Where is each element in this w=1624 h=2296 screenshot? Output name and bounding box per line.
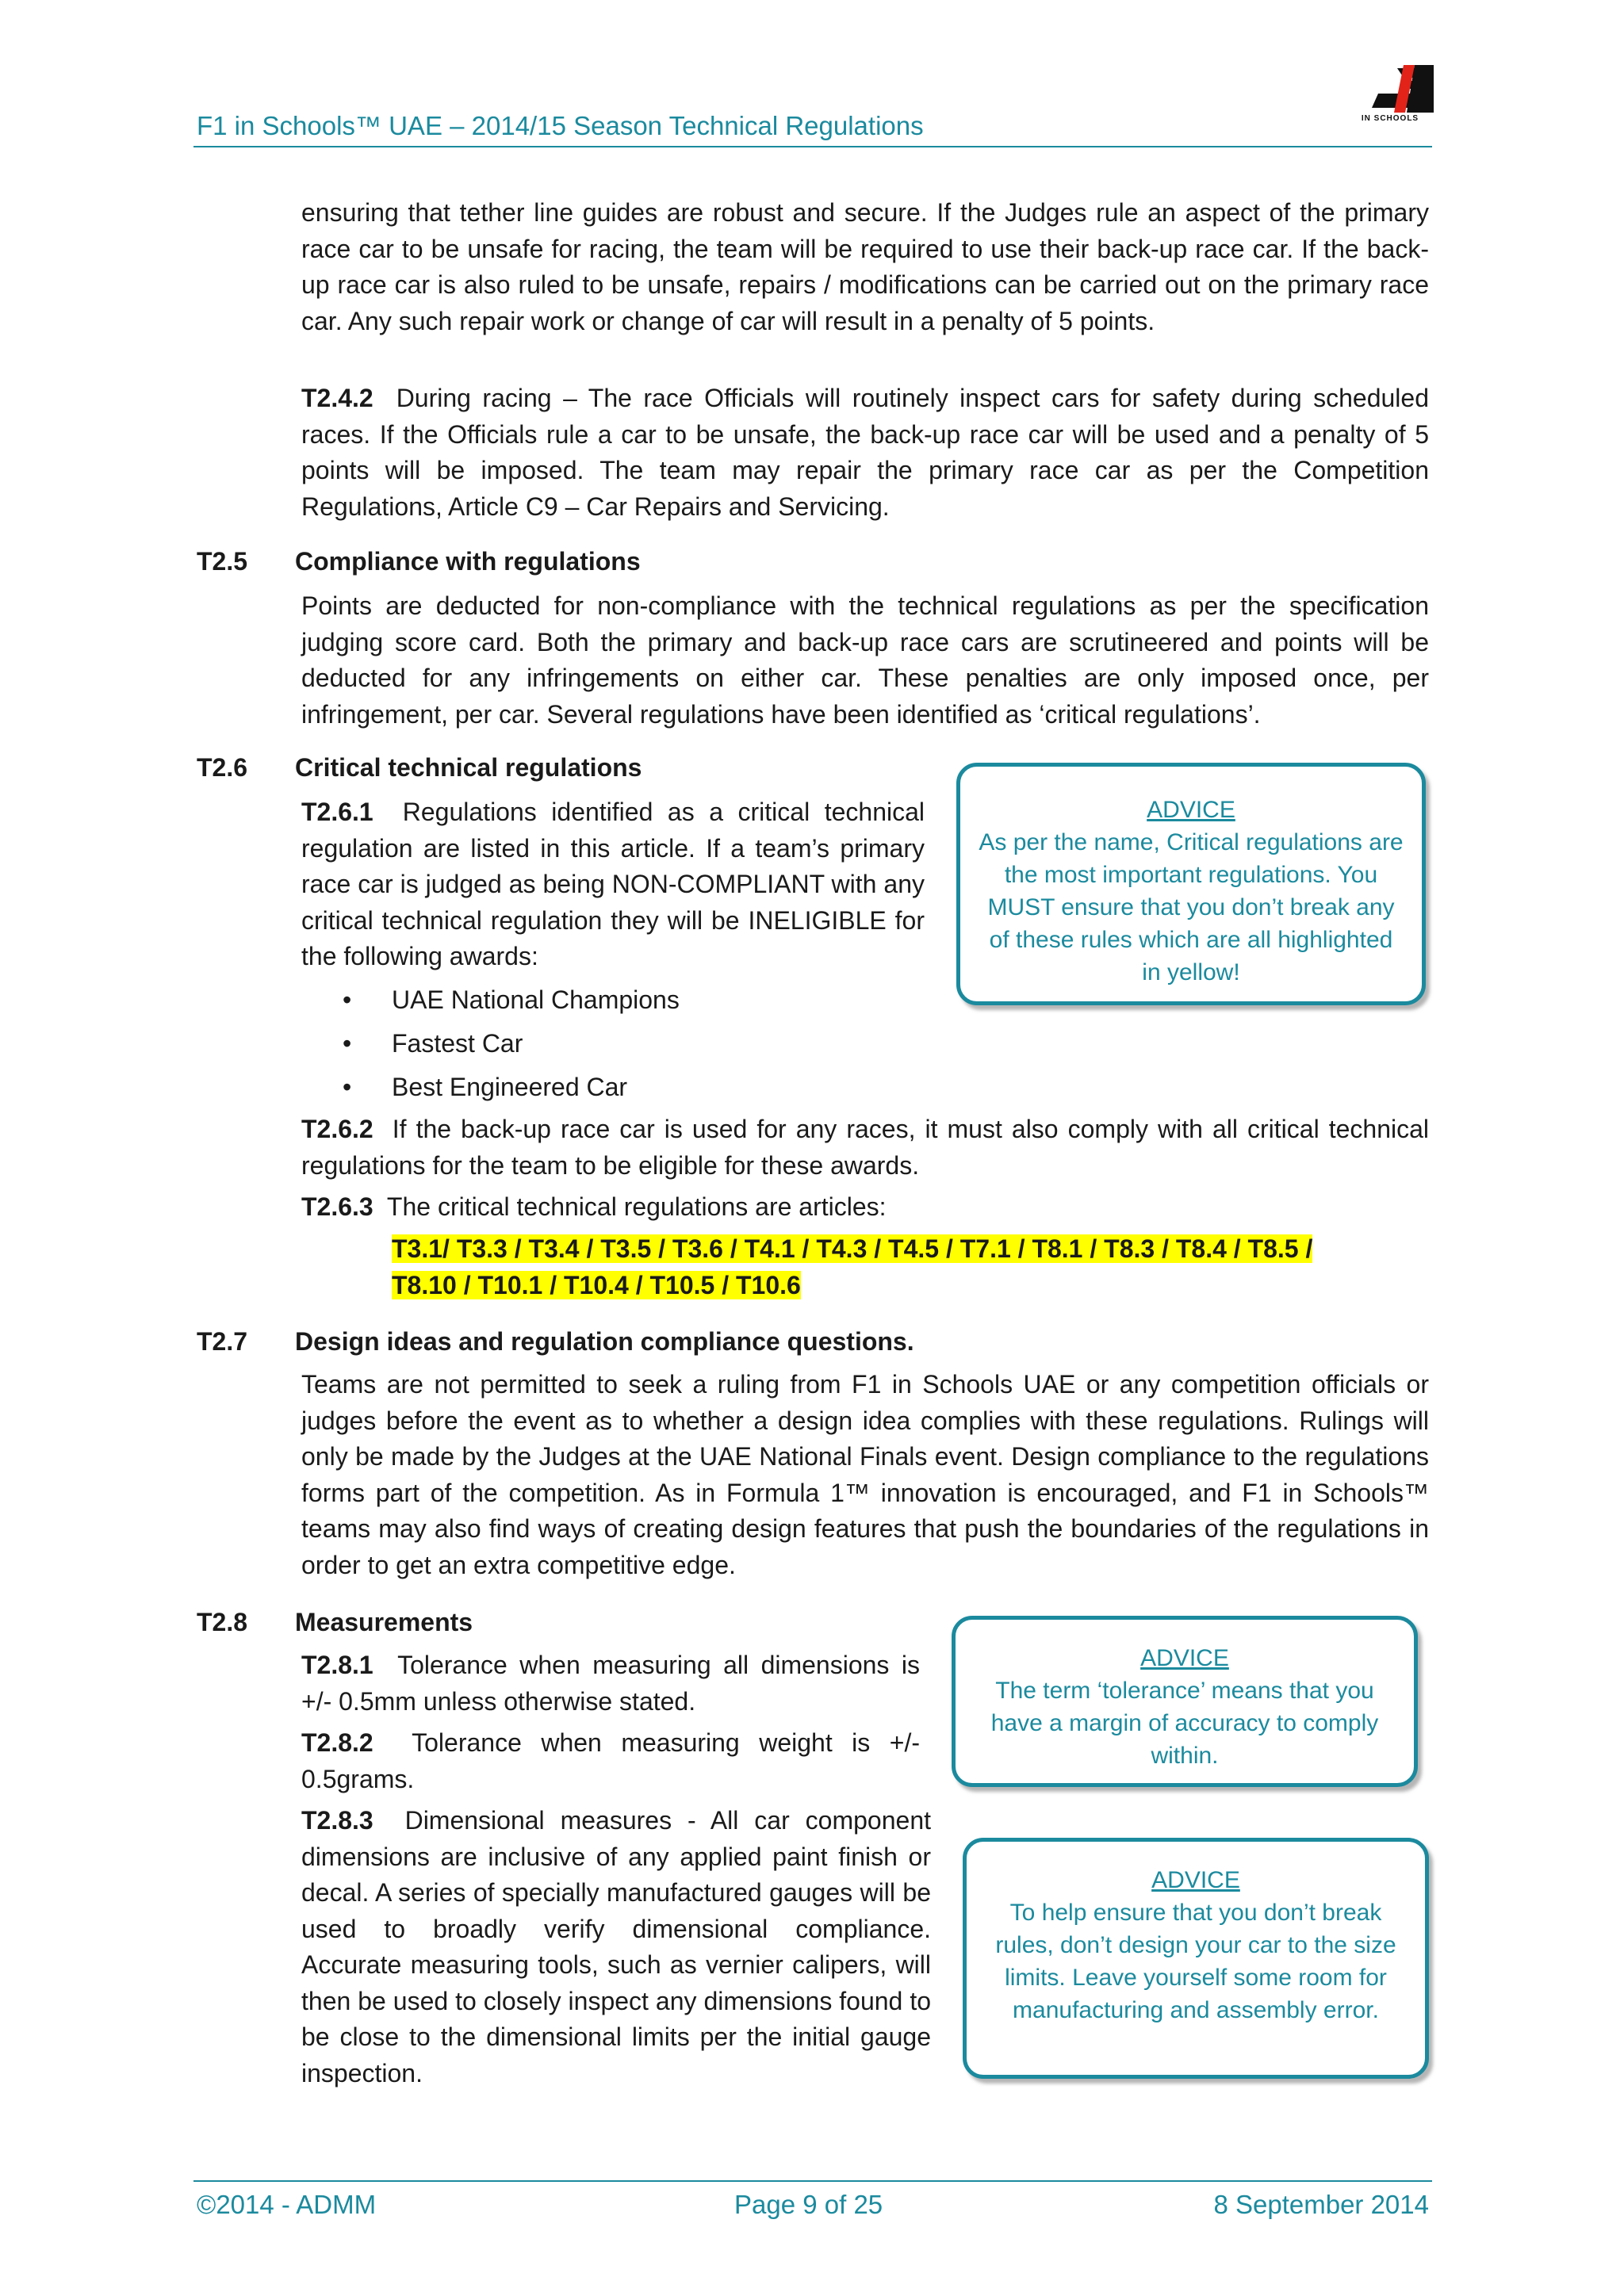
footer-copyright: ©2014 - ADMM — [197, 2190, 377, 2219]
intro-paragraph: ensuring that tether line guides are robust and secure. If the Judges rule an aspect of the primary race car to be unsafe for racing, the team will be required to use their back-up race car. If the back-up race car is also ruled to be unsafe, repairs / modifications can be carried out on the primary race car. Any such repair work or change of car will result in a penalty of 5 points. — [301, 198, 1429, 335]
section-title-t27: Design ideas and regulation compliance questions. — [295, 1327, 914, 1356]
award-item: Best Engineered Car — [392, 1073, 628, 1101]
section-number: T2.4.2 — [301, 384, 373, 412]
bullet-dot: • — [343, 1029, 352, 1058]
footer-page-number: Page 9 of 25 — [734, 2190, 883, 2219]
footer-divider — [193, 2180, 1432, 2182]
advice-title: ADVICE — [1147, 797, 1235, 823]
section-title-t26: Critical technical regulations — [295, 753, 642, 782]
section-t283 — [301, 1803, 931, 2091]
award-item: UAE National Champions — [392, 985, 680, 1014]
section-text: Tolerance when measuring weight is +/- 0.5grams. — [301, 1728, 921, 1793]
award-item: Fastest Car — [392, 1029, 523, 1058]
bullet-dot: • — [343, 985, 352, 1014]
section-number-t25: T2.5 — [197, 547, 248, 576]
header-divider — [193, 146, 1432, 147]
section-number: T2.8.2 — [301, 1728, 373, 1757]
critical-regulations-line-1 — [392, 1231, 1312, 1268]
advice-box-critical — [956, 763, 1426, 1005]
section-number: T2.6.2 — [301, 1115, 373, 1143]
critical-regulations-line-2 — [392, 1268, 801, 1304]
section-number-t26: T2.6 — [197, 753, 248, 782]
section-title-t25: Compliance with regulations — [295, 547, 641, 576]
section-t261 — [301, 794, 925, 975]
advice-box-tolerance — [952, 1616, 1418, 1787]
section-number: T2.8.1 — [301, 1651, 373, 1679]
critical-regulations-highlight: T3.1/ T3.3 / T3.4 / T3.5 / T3.6 / T4.1 / T4.3 / T4.5 / T7.1 / T8.1 / T8.3 / T8.4 / T8.5 / — [392, 1234, 1313, 1263]
section-text: The critical technical regulations are articles: — [386, 1192, 887, 1221]
section-text: Dimensional measures - All car component dimensions are inclusive of any applied paint finish or decal. A series of specially manufactured gauges will be used to broadly verify dimensional compliance. Accurate measuring tools, such as vernier calipers, will then be used to closely inspect any dimensions found to be close to the dimensional limits per the initial gauge inspection. — [301, 1806, 932, 2087]
section-text-t25: Points are deducted for non-compliance with the technical regulations as per the specification judging score card. Both the primary and back-up race cars are scrutineered and points will be deducted for any infringements on either car. These penalties are only imposed once, per infringement, per car. Several regulations have been identified as ‘critical regulations’. — [301, 591, 1429, 729]
section-text: Tolerance when measuring all dimensions is +/- 0.5mm unless otherwise stated. — [301, 1651, 921, 1716]
section-text: Regulations identified as a critical technical regulation are listed in this article. If a team’s primary race car is judged as being NON-COMPLIANT with any critical technical regulation they will be INELIGIBLE for the following awards: — [301, 798, 925, 970]
section-t282 — [301, 1725, 920, 1797]
advice-box-size-limits — [963, 1838, 1429, 2079]
section-number-t28: T2.8 — [197, 1608, 248, 1636]
document-header-title: F1 in Schools™ UAE – 2014/15 Season Technical Regulations — [197, 111, 924, 140]
section-text: If the back-up race car is used for any races, it must also comply with all critical technical regulations for the team to be eligible for these awards. — [301, 1115, 1429, 1180]
section-number: T2.6.3 — [301, 1192, 373, 1221]
section-t242 — [301, 381, 1429, 525]
section-text-t27: Teams are not permitted to seek a ruling from F1 in Schools UAE or any competition officials or judges before the event as to whether a design idea complies with these regulations. Rulings will only be made by the Judges at the UAE National Finals event. Design compliance to the regulations forms part of the competition. As in Formula 1™ innovation is encouraged, and F1 in Schools™ teams may also find ways of creating design features that push the boundaries of the regulations in order to get an extra competitive edge. — [301, 1370, 1429, 1579]
section-text: During racing – The race Officials will routinely inspect cars for safety during scheduled races. If the Officials rule a car to be unsafe, the back-up race car will be used and a penalty of 5 points will be imposed. The team may repair the primary race car as per the Competition Regulations, Article C9 – Car Repairs and Servicing. — [301, 384, 1430, 521]
advice-title: ADVICE — [1140, 1645, 1229, 1671]
section-t263 — [301, 1189, 1429, 1226]
critical-regulations-highlight: T8.10 / T10.1 / T10.4 / T10.5 / T10.6 — [392, 1271, 801, 1299]
footer-date: 8 September 2014 — [1213, 2190, 1429, 2219]
advice-text: To help ensure that you don’t break rules, don’t design your car to the size limits. Leave yourself some room for manufacturing and assembly error. — [995, 1900, 1396, 2023]
section-number-t27: T2.7 — [197, 1327, 248, 1356]
section-t262 — [301, 1112, 1429, 1184]
bullet-dot: • — [343, 1073, 352, 1101]
section-title-t28: Measurements — [295, 1608, 473, 1636]
advice-text: The term ‘tolerance’ means that you have a margin of accuracy to comply within. — [990, 1678, 1379, 1769]
advice-text: As per the name, Critical regulations are the most important regulations. You MUST ensure that you don’t break any of these rules which are all highlighted in yellow! — [979, 829, 1404, 985]
section-t281 — [301, 1647, 920, 1720]
section-number: T2.8.3 — [301, 1806, 373, 1835]
advice-title: ADVICE — [1151, 1867, 1240, 1893]
logo-subtitle: IN SCHOOLS — [1361, 114, 1419, 123]
section-number: T2.6.1 — [301, 798, 373, 826]
